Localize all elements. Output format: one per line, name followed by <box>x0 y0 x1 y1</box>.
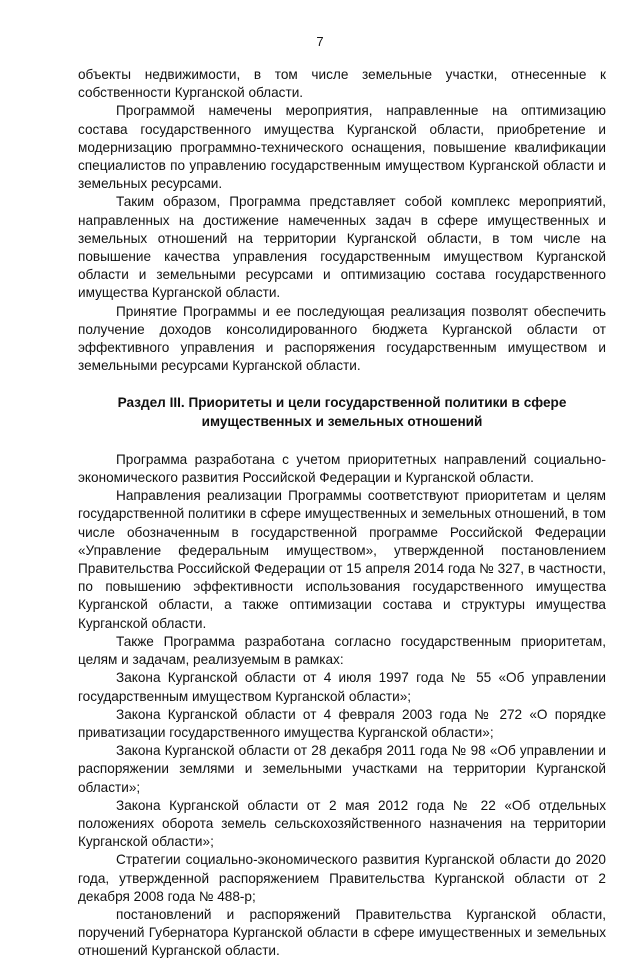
list-item-strategy: Стратегии социально-экономического развития Курганской области до 2020 года, утвержденной распоряжением Правительства Курганской области от 2 декабря 2008 года № 488-р; <box>78 852 606 904</box>
list-item-resolutions: постановлений и распоряжений Правительства Курганской области, поручений Губернатора Курганской области в сфере имущественных и земельных отношений Курганской области. <box>78 906 606 959</box>
paragraph: Принятие Программы и ее последующая реализация позволят обеспечить получение доходов консолидированного бюджета Курганской области от эффективного управления и распоряжения государственным имуществом и земельными ресурсами Курганской области. <box>78 303 606 374</box>
list-item-law: Закона Курганской области от 4 февраля 2003 года № 272 «О порядке приватизации государственного имущества Курганской области»; <box>78 706 606 740</box>
section-heading-line: имущественных и земельных отношений <box>201 413 483 429</box>
paragraph: Программа разработана с учетом приоритетных направлений социально-экономического развития Российской Федерации и Курганской области. <box>78 451 606 486</box>
list-item-law: Закона Курганской области от 28 декабря 2011 года № 98 «Об управлении и распоряжении землями и земельными участками на территории Курганской области»; <box>78 743 606 795</box>
paragraph: объекты недвижимости, в том числе земельные участки, отнесенные к собственности Курганской области. <box>78 67 606 101</box>
list-item-law: Закона Курганской области от 4 июля 1997 года № 55 «Об управлении государственным имуществом Курганской области»; <box>78 670 606 704</box>
paragraph: Программой намечены мероприятия, направленные на оптимизацию состава государственного имущества Курганской области, приобретение и модернизацию программно-технического оснащения, повышение квалификации специалистов по управлению государственным имуществом Курганской области и земельных ресурсами. <box>78 103 606 192</box>
document-body <box>78 66 606 961</box>
paragraph: Таким образом, Программа представляет собой комплекс мероприятий, направленных на достижение намеченных задач в сфере имущественных и земельных отношений на территории Курганской области, в том числе на повышение качества управления государственным имуществом Курганской области и земельными ресурсами и оптимизацию состава государственного имущества Курганской области. <box>78 194 606 301</box>
section-heading <box>78 394 606 430</box>
paragraph: Направления реализации Программы соответствуют приоритетам и целям государственной политики в сфере имущественных и земельных отношений, в том числе обозначенным в государственной программе Российской Федерации «Управление федеральным имуществом», утвержденной постановлением Правительства Российской Федерации от 15 апреля 2014 года № 327, в частности, по повышению эффективности использования государственного имущества Курганской области, а также оптимизации состава и структуры имущества Курганской области. <box>78 488 606 631</box>
section-heading-line: Раздел III. Приоритеты и цели государственной политики в сфере <box>117 395 567 411</box>
list-item-law: Закона Курганской области от 2 мая 2012 года № 22 «Об отдельных положениях оборота земель сельскохозяйственного назначения на территории Курганской области»; <box>78 797 606 850</box>
paragraph: Также Программа разработана согласно государственным приоритетам, целям и задачам, реализуемым в рамках: <box>78 633 606 668</box>
page-number: 7 <box>316 34 324 49</box>
